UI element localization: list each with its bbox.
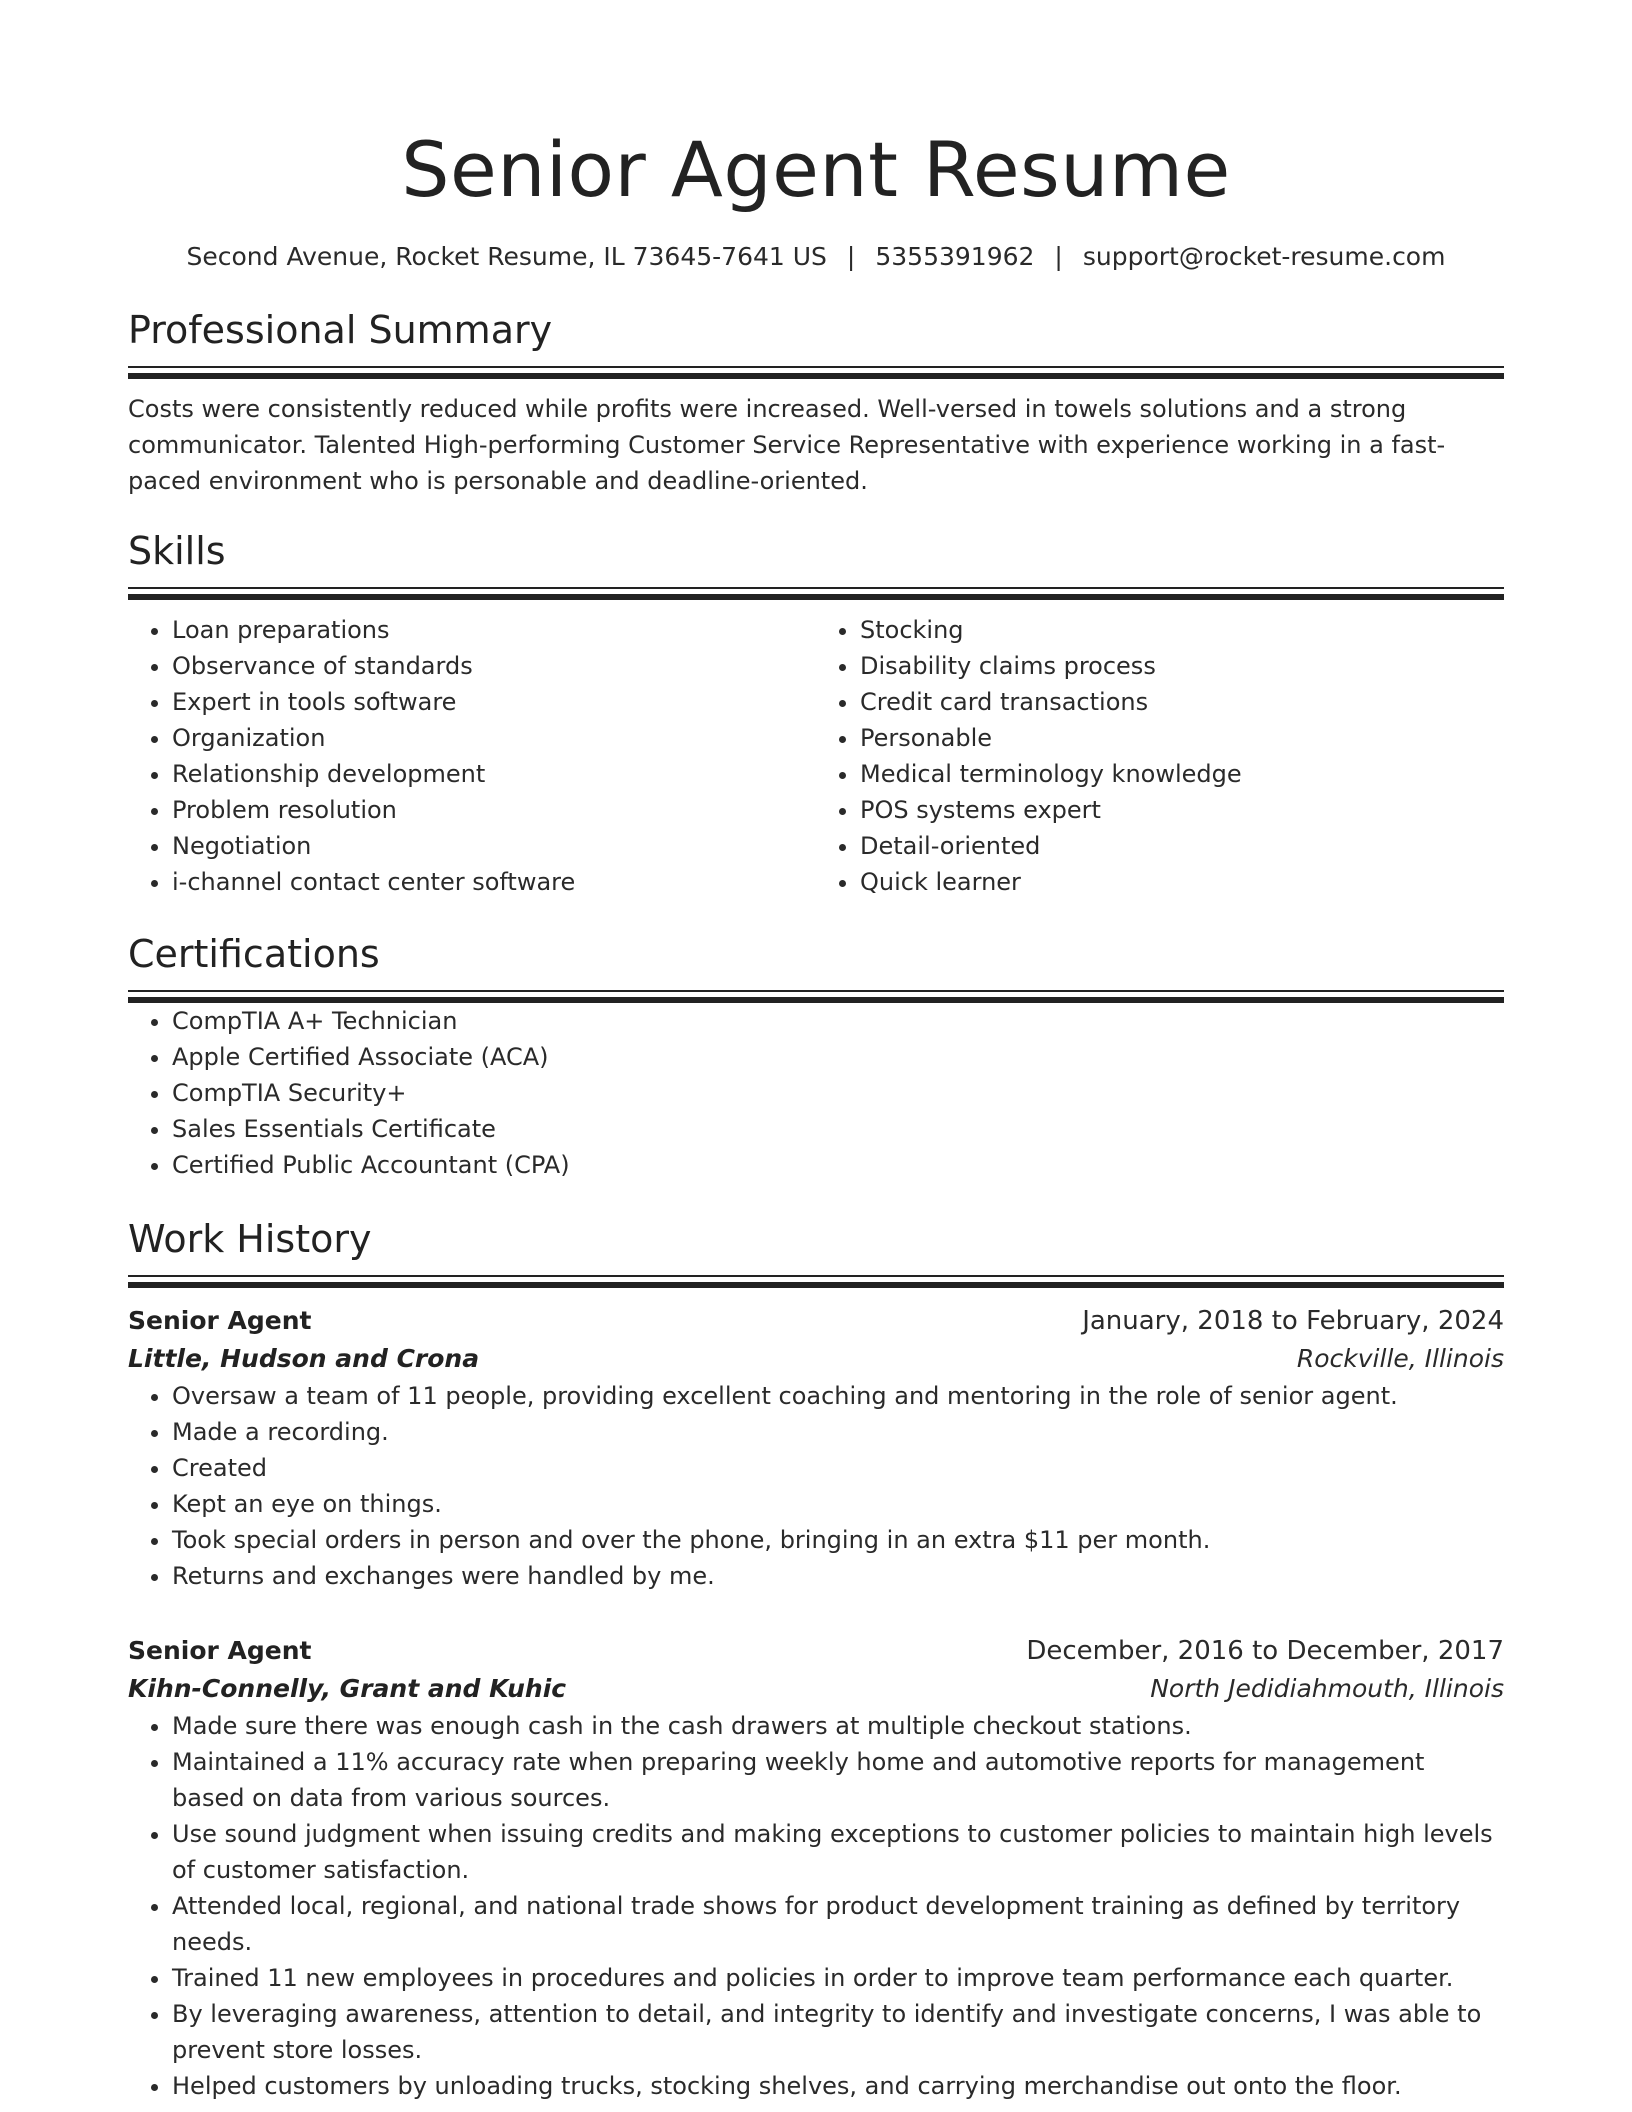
certification-item: • Certified Public Accountant (CPA) [172,1147,1504,1183]
certifications-list [128,1003,1504,1183]
resume-title: Senior Agent Resume [401,125,1231,214]
job-duty-item: • Made sure there was enough cash in the cash drawers at multiple checkout stations. [172,1708,1504,1744]
section-divider [128,366,1504,379]
skill-item: • POS systems expert [860,792,1504,828]
job-company-row [128,1670,1504,1708]
section-title-work-history: Work History [128,1217,372,1261]
skill-item: • Organization [172,720,816,756]
resume-page [128,0,1504,2104]
job-duty-item: • Attended local, regional, and national trade shows for product development training as defined by territory needs. [172,1888,1504,1960]
certifications-section [128,930,1504,1183]
skills-section [128,527,1504,900]
certification-item: • Apple Certified Associate (ACA) [172,1039,1504,1075]
job-location: North Jedidiahmouth, Illinois [1150,1674,1504,1703]
job-duty-item: • By leveraging awareness, attention to detail, and integrity to identify and investigate concerns, I was able to prevent store losses. [172,1996,1504,2068]
skill-item: • i-channel contact center software [172,864,816,900]
contact-separator: | [846,242,856,271]
job-header-row [128,1302,1504,1340]
section-title-skills: Skills [128,529,226,573]
skill-item: • Observance of standards [172,648,816,684]
work-history-section [128,1215,1504,2104]
section-divider [128,587,1504,600]
job-duty-item: • Returns and exchanges were handled by me. [172,1558,1504,1594]
job-company: Kihn-Connelly, Grant and Kuhic [128,1674,567,1703]
skill-item: • Medical terminology knowledge [860,756,1504,792]
skill-item: • Relationship development [172,756,816,792]
certification-item: • Sales Essentials Certificate [172,1111,1504,1147]
job-location: Rockville, Illinois [1296,1344,1504,1373]
contact-line [128,240,1504,274]
skill-item: • Personable [860,720,1504,756]
job-entry [128,1632,1504,2104]
job-duty-item: • Helped customers by unloading trucks, stocking shelves, and carrying merchandise out onto the floor. [172,2068,1504,2104]
job-duty-item: • Created [172,1450,1504,1486]
job-duty-item: • Trained 11 new employees in procedures and policies in order to improve team performance each quarter. [172,1960,1504,1996]
section-divider [128,1275,1504,1288]
job-duty-item: • Kept an eye on things. [172,1486,1504,1522]
contact-separator: | [1054,242,1063,271]
job-dates: January, 2018 to February, 2024 [1082,1306,1504,1336]
skill-item: • Quick learner [860,864,1504,900]
skill-item: • Disability claims process [860,648,1504,684]
skills-columns [128,612,1504,900]
job-title: Senior Agent [128,1636,312,1665]
skill-item: • Loan preparations [172,612,816,648]
job-company: Little, Hudson and Crona [128,1344,480,1373]
section-title-certifications: Certifications [128,932,380,976]
skills-list-right [816,612,1504,900]
job-duty-item: • Oversaw a team of 11 people, providing excellent coaching and mentoring in the role of senior agent. [172,1378,1504,1414]
contact-address: Second Avenue, Rocket Resume, IL 73645-7641 US [186,242,827,271]
skills-list-left [128,612,816,900]
section-divider [128,990,1504,1003]
skill-item: • Detail-oriented [860,828,1504,864]
job-title: Senior Agent [128,1306,312,1335]
job-duties-list [128,1378,1504,1594]
job-company-row [128,1340,1504,1378]
job-duty-item: • Took special orders in person and over the phone, bringing in an extra $11 per month. [172,1522,1504,1558]
professional-summary-section [128,306,1504,499]
certification-item: • CompTIA Security+ [172,1075,1504,1111]
contact-email: support@rocket-resume.com [1082,242,1446,271]
skill-item: • Problem resolution [172,792,816,828]
skill-item: • Stocking [860,612,1504,648]
job-duty-item: • Maintained a 11% accuracy rate when preparing weekly home and automotive reports for management based on data from various sources. [172,1744,1504,1816]
skill-item: • Negotiation [172,828,816,864]
skill-item: • Expert in tools software [172,684,816,720]
summary-text: Costs were consistently reduced while profits were increased. Well-versed in towels solutions and a strong communicator. Talented High-performing Customer Service Representative with experience working in a fast-paced environment who is personable and deadline-oriented. [128,395,1446,495]
contact-phone: 5355391962 [875,242,1035,271]
section-title-summary: Professional Summary [128,308,553,352]
skill-item: • Credit card transactions [860,684,1504,720]
certification-item: • CompTIA A+ Technician [172,1003,1504,1039]
job-duty-item: • Use sound judgment when issuing credits and making exceptions to customer policies to maintain high levels of customer satisfaction. [172,1816,1504,1888]
job-header-row [128,1632,1504,1670]
job-duties-list [128,1708,1504,2104]
job-duty-item: • Made a recording. [172,1414,1504,1450]
job-entry [128,1302,1504,1594]
job-dates: December, 2016 to December, 2017 [1026,1636,1504,1666]
